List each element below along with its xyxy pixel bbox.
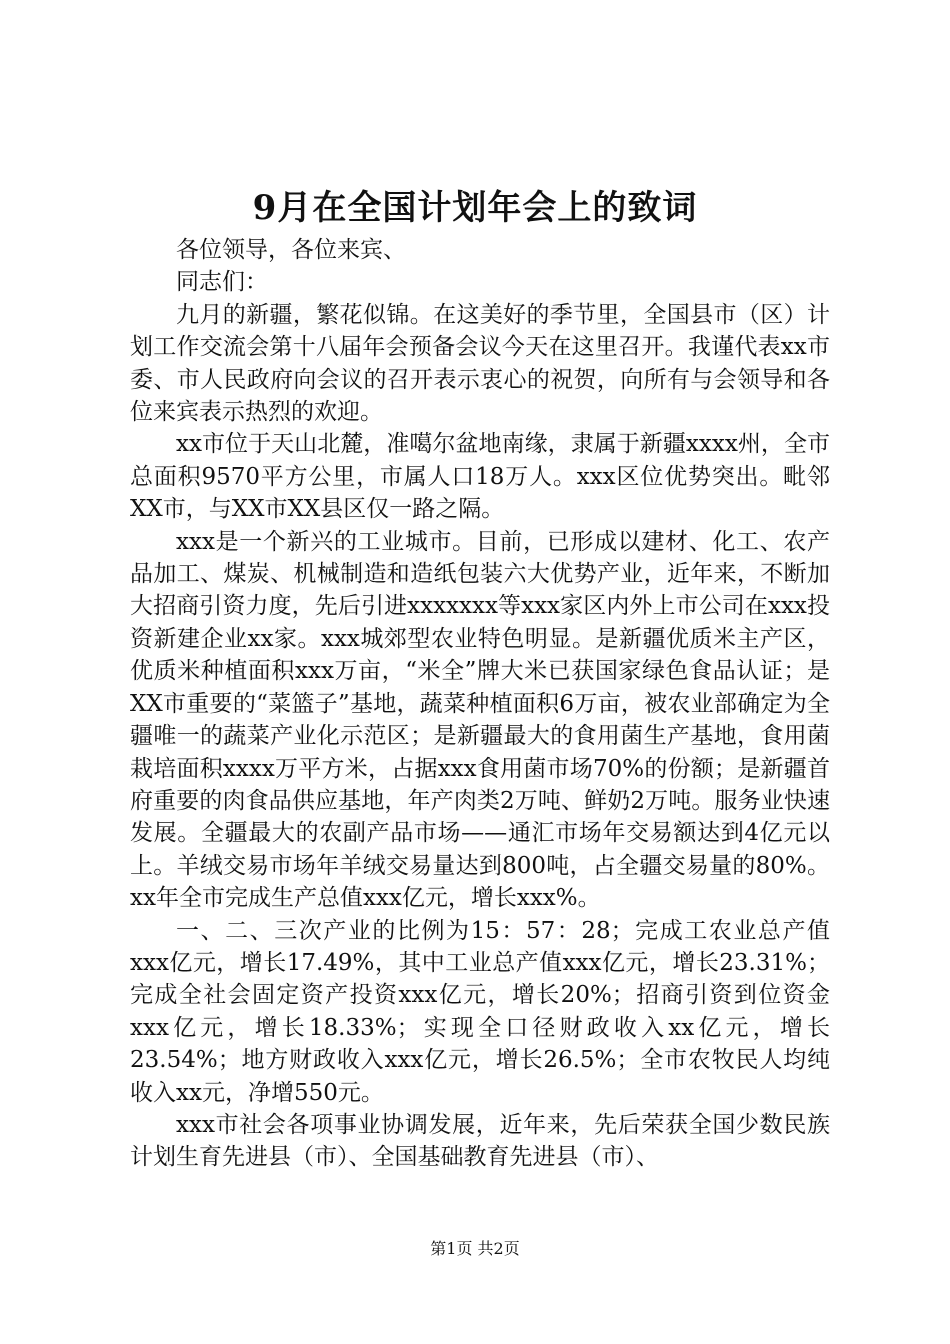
salutation-line-1: 各位领导，各位来宾、	[176, 237, 406, 263]
page-footer: 第1页 共2页	[430, 1239, 520, 1258]
document-body	[130, 234, 830, 1174]
paragraph-industry: xxx是一个新兴的工业城市。目前，已形成以建材、化工、农产品加工、煤炭、机械制造和造纸包装六大优势产业，近年来，不断加大招商引资力度，先后引进xxxxxxx等xxx家区内外上市公司在xxx投资新建企业xx家。xxx城郊型农业特色明显。是新疆优质米主产区，优质米种植面积xxx万亩，“米全”牌大米已获国家绿色食品认证；是XX市重要的“菜篮子”基地，蔬菜种植面积6万亩，被农业部确定为全疆唯一的蔬菜产业化示范区；是新疆最大的食用菌生产基地，食用菌栽培面积xxxx万平方米，占据xxx食用菌市场70%的份额；是新疆首府重要的肉食品供应基地，年产肉类2万吨、鲜奶2万吨。服务业快速发展。全疆最大的农副产品市场——通汇市场年交易额达到4亿元以上。羊绒交易市场年羊绒交易量达到800吨，占全疆交易量的80%。xx年全市完成生产总值xxx亿元，增长xxx%。	[130, 528, 830, 912]
paragraph-location: xx市位于天山北麓，准噶尔盆地南缘，隶属于新疆xxxx州，全市总面积9570平方公里，市属人口18万人。xxx区位优势突出。毗邻XX市，与XX市XX县区仅一路之隔。	[130, 431, 830, 523]
salutation-line-2: 同志们：	[176, 269, 268, 296]
paragraph-economy: 一、二、三次产业的比例为15：57：28；完成工农业总产值xxx亿元，增长17.49%，其中工业总产值xxx亿元，增长23.31%；完成全社会固定资产投资xxx亿元，增长20%；招商引资到位资金xxx亿元，增长18.33%；实现全口径财政收入xx亿元，增长23.54%；地方财政收入xxx亿元，增长26.5%；全市农牧民人均纯收入xx元，净增550元。	[130, 917, 830, 1106]
page-title: 9月在全国计划年会上的致词	[252, 188, 698, 228]
paragraph-social: xxx市社会各项事业协调发展，近年来，先后荣获全国少数民族计划生育先进县（市）、全国基础教育先进县（市）、	[130, 1111, 830, 1171]
paragraph-opening: 九月的新疆，繁花似锦。在这美好的季节里，全国县市（区）计划工作交流会第十八届年会预备会议今天在这里召开。我谨代表xx市委、市人民政府向会议的召开表示衷心的祝贺，向所有与会领导和各位来宾表示热烈的欢迎。	[130, 301, 830, 426]
